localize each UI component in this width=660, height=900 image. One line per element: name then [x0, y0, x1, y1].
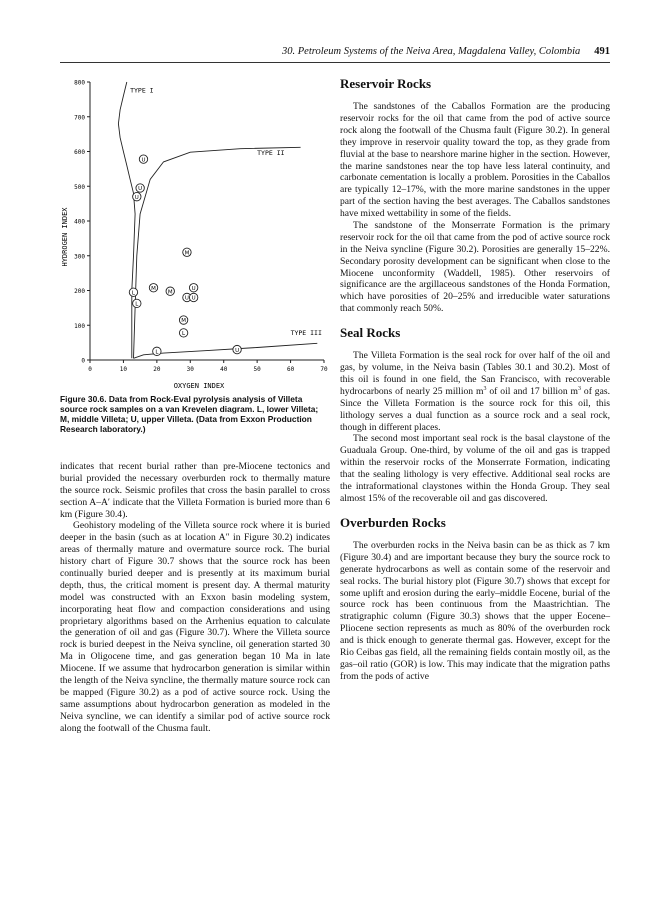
data-point-letter: M — [167, 289, 173, 296]
superscript-3: 3 — [578, 385, 581, 392]
running-header — [232, 46, 610, 57]
data-point-u — [139, 155, 147, 163]
data-point-l — [179, 329, 187, 337]
data-point-u — [189, 284, 197, 292]
data-points — [129, 155, 241, 356]
y-tick-label: 800 — [74, 79, 85, 87]
x-axis-label: OXYGEN INDEX — [173, 382, 225, 390]
data-point-letter: U — [141, 157, 146, 164]
header-rule — [60, 62, 610, 63]
data-point-letter: U — [235, 347, 240, 354]
seal-p1-part-c: of gas. Since the Villeta Formation is the source rock for this oil, this lithology serves a dual function as a source rock and a seal rock, though in different places. — [340, 385, 610, 433]
y-tick-label: 400 — [74, 218, 85, 226]
data-point-letter: M — [184, 250, 190, 257]
data-point-letter: U — [134, 194, 139, 201]
heading-seal-rocks: Seal Rocks — [340, 325, 401, 341]
data-point-m — [183, 248, 191, 256]
van-krevelen-diagram — [56, 74, 334, 392]
data-point-m — [166, 287, 174, 295]
y-tick-label: 0 — [81, 357, 85, 365]
heading-reservoir-rocks: Reservoir Rocks — [340, 76, 432, 91]
y-axis-label: HYDROGEN INDEX — [61, 207, 69, 267]
data-point-l — [133, 299, 141, 307]
seal-p1-part-a: The Villeta Formation is the seal rock for over half of the oil and gas, by volume, in the Neiva basin (Tables 30.1 and 30.2). Most of this oil is found in one field, the San Francisco, with recoverable hydrocarbons of nearly 25 million m — [340, 350, 610, 397]
overburden-paragraph-1: The overburden rocks in the Neiva basin can be as thick as 7 km (Figure 30.4) and are important because they bury the source rock to generate hydrocarbons as well as contain some of the reservoir and seal rocks. The burial history plot (Figure 30.7) shows that except for some uplift and erosion during the early–middle Eocene, burial of the source rock has been continuous from the Maastrichtian. The stratigraphic column (Figure 30.3) shows that the upper Eocene–Pliocene section represents as much as 80% of the overburden rock and is thick enough to generate thermal gas. However, except for the Rio Ceibas gas field, all the remaining fields contain mostly oil, as the gas–oil ratio (GOR) is low. This may indicate that the migration paths from the pods of active — [340, 539, 610, 682]
x-tick-label: 0 — [88, 366, 92, 373]
data-point-letter: L — [155, 349, 159, 356]
data-point-letter: U — [138, 186, 143, 193]
x-tick-label: 50 — [253, 366, 261, 373]
x-tick-label: 20 — [153, 366, 161, 373]
data-point-u — [136, 184, 144, 192]
x-tick-label: 40 — [220, 366, 228, 373]
kerogen-type-curves — [118, 82, 322, 358]
figure-30-6 — [56, 74, 334, 392]
data-point-l — [153, 347, 161, 355]
left-paragraph-2: Geohistory modeling of the Villeta source rock where it is buried deeper in the basin (such as at location A″ in Figure 30.2) indicates areas of thermally mature and overmature source rock. The burial history chart of Figure 30.7 shows that the source rock has been continually buried deeper and is presently at its maximum burial depth, thus, the critical moment is present day. A thermal maturity model was constructed with an Exxon basin modeling system, incorporating heat flow and compaction considerations and using proprietary algorithms based on the Arrhenius equation to calculate the generation of oil and gas (Figure 30.7). Where the Villeta source rock is buried deepest in the Neiva syncline, oil generation started 30 Ma in Oligocene time, and gas generation began 10 Ma in late Miocene. If we assume that hydrocarbon generation is similar within the length of the Neiva syncline, the thermally mature source rock can be mapped (Figure 30.2) as a pod of active source rock. Using the same assumptions about hydrocarbon generation as modeled in the Neiva syncline, we can identify a similar pod of active source rock along the footwall of the Chusma fault. — [60, 520, 330, 734]
page-number: 491 — [594, 46, 610, 57]
reservoir-paragraph-2: The sandstone of the Monserrate Formation is the primary reservoir rock for the oil that came from the pod of active source rock in the Neiva syncline (Figure 30.2). Porosities are generally 15–22%. Secondary porosity development can be significant when close to the Miocene unconformity (Waddell, 1985). Other reservoirs of significance are the argillaceous sandstones of the Honda Formation, which have porosities of 20–25% and irreducible water saturations that commonly reach 50%. — [340, 220, 610, 315]
data-point-letter: L — [131, 290, 135, 297]
data-point-letter: M — [151, 285, 156, 292]
section-reservoir-rocks — [340, 76, 610, 315]
heading-overburden-rocks: Overburden Rocks — [340, 514, 446, 530]
y-tick-label: 500 — [74, 183, 85, 191]
left-paragraph-1: indicates that recent burial rather than pre-Miocene tectonics and burial provided the necessary overburden rock to thermally mature the source rock. Seismic profiles that cross the basin parallel to cross section A–A′ indicate that the Villeta Formation is buried more than 6 km (Figure 30.4). — [60, 461, 330, 520]
x-tick-label: 30 — [186, 366, 194, 373]
data-point-letter: U — [191, 295, 196, 302]
superscript-3: 3 — [483, 385, 487, 392]
type-i-label: TYPE I — [130, 86, 154, 95]
data-point-u — [133, 192, 141, 200]
data-point-m — [149, 284, 157, 292]
data-point-letter: U — [184, 295, 189, 302]
data-point-letter: L — [182, 331, 186, 338]
figure-caption: Figure 30.6. Data from Rock-Eval pyrolysis analysis of Villeta source rock samples on a van Krevelen diagram. L, lower Villeta; M, middle Villeta; U, upper Villeta. (Data from Exxon Production Research laboratory.) — [60, 394, 319, 435]
data-point-letter: M — [181, 318, 186, 325]
type-ii-label: TYPE II — [257, 148, 285, 157]
seal-paragraph-2: The second most important seal rock is the basal claystone of the Guaduala Group. One-third, by volume of the oil and gas is trapped within the reservoir rocks of the Monserrate Formation, indicating that the sealing lithology is very effective. Additional seal rocks are the intraformational claystones within the Honda Group. They seal almost 15% of the recoverable oil and gas discovered. — [340, 433, 610, 504]
seal-paragraph-1 — [340, 350, 610, 433]
x-tick-label: 70 — [320, 366, 328, 373]
data-point-l — [129, 288, 137, 296]
y-tick-label: 100 — [74, 322, 85, 330]
data-point-letter: L — [135, 301, 139, 308]
section-overburden-rocks — [340, 515, 610, 683]
type-ii-curve — [131, 147, 301, 358]
y-tick-label: 300 — [74, 253, 85, 261]
data-point-m — [179, 316, 187, 324]
type-i-curve — [118, 82, 135, 358]
seal-p1-part-b: of oil and 17 billion m — [486, 385, 578, 397]
data-point-u — [189, 293, 197, 301]
y-tick-label: 600 — [74, 149, 85, 156]
section-seal-rocks — [340, 325, 610, 505]
y-tick-label: 200 — [74, 288, 85, 295]
type-iii-label: TYPE III — [290, 328, 322, 337]
data-point-letter: U — [191, 285, 196, 292]
data-point-u — [233, 345, 241, 353]
x-tick-label: 60 — [286, 366, 295, 373]
right-column — [340, 76, 610, 693]
y-tick-label: 700 — [74, 114, 85, 122]
reservoir-paragraph-1: The sandstones of the Caballos Formation are the producing reservoir rocks for the oil that came from the pod of active source rock along the footwall of the Chusma fault (Figure 30.2). In general they improve in reservoir quality toward the top, as they grade from fluvial at the base to nearshore marine higher in the section. However, the marine sandstones near the top have less lateral continuity, and carbonate cementation is locally a problem. Porosities in the Caballos are typically 12–17%, with the more marine sandstones in the upper part of the section having the best averages. The Caballos sandstones have mixed wettability in some of the fields. — [340, 101, 610, 220]
running-title: 30. Petroleum Systems of the Neiva Area, Magdalena Valley, Colombia — [282, 46, 581, 57]
x-tick-label: 10 — [119, 366, 128, 373]
left-column — [60, 461, 330, 734]
